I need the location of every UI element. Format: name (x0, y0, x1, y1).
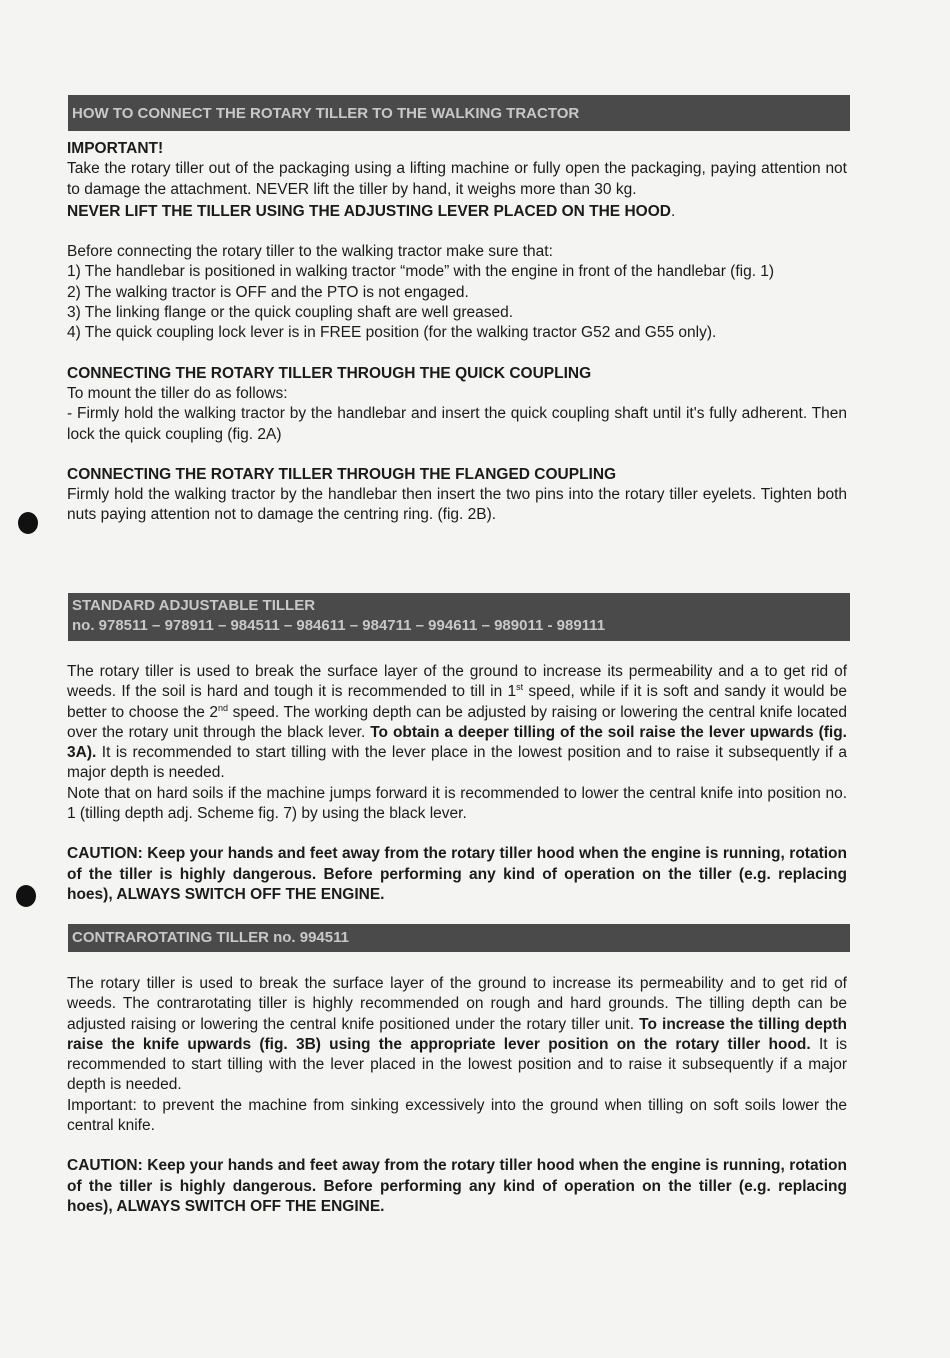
checklist-item: 1) The handlebar is positioned in walking tractor “mode” with the engine in front of the handlebar (fig. 1) (67, 263, 775, 281)
text-run: The rotary tiller is used to break the surface layer of the ground to increase its permeability and a to get rid of weeds. If the soil is hard and tough it is recommended to till in 1 (67, 663, 847, 701)
section-connect-body (67, 139, 847, 526)
text-run: It is recommended to start tilling with the lever placed in the lowest position and to raise it subsequently if a major depth is needed. (67, 1035, 847, 1094)
section-banner-standard-tiller (68, 593, 850, 641)
important-text: Take the rotary tiller out of the packaging using a lifting machine or fully open the packaging, paying attention not to damage the attachment. NEVER lift the tiller by hand, it weighs more than 30 kg. (67, 160, 847, 198)
spacer (67, 445, 847, 465)
never-lift-warning (67, 202, 847, 222)
bold-instruction: To obtain a deeper tilling of the soil raise the lever upwards (fig. 3A). (67, 723, 847, 762)
text-run: speed, while if it is soft and sandy it would be better to choose the 2 (67, 683, 847, 721)
banner-title: HOW TO CONNECT THE ROTARY TILLER TO THE WALKING TRACTOR (72, 105, 580, 122)
text-run: speed. The working depth can be adjusted by raising or lowering the central knife located over the rotary unit through the black lever. (67, 703, 848, 741)
never-lift-text: NEVER LIFT THE TILLER USING THE ADJUSTING LEVER PLACED ON THE HOOD (67, 202, 671, 220)
quick-coupling-heading: CONNECTING THE ROTARY TILLER THROUGH THE QUICK COUPLING (67, 364, 592, 382)
section-contrarotating-body (67, 974, 847, 1217)
contrarotating-important-note: Important: to prevent the machine from sinking excessively into the ground when tilling on soft soils lower the central knife. (67, 1096, 847, 1135)
caution-warning: CAUTION: Keep your hands and feet away from the rotary tiller hood when the engine is running, rotation of the tiller is highly dangerous. Before performing any kind of operation on the tiller (e.g. replacing hoes), ALWAYS SWITCH OFF THE ENGINE. (67, 845, 847, 903)
text-run: It is recommended to start tilling with the lever place in the lowest position and to raise it subsequently if a major depth is needed. (67, 744, 847, 782)
quick-coupling-text: - Firmly hold the walking tractor by the handlebar and insert the quick coupling shaft until it's fully adherent. Then lock the quick coupling (fig. 2A) (67, 405, 847, 443)
before-intro: Before connecting the rotary tiller to the walking tractor make sure that: (67, 243, 553, 261)
spacer (67, 344, 847, 364)
standard-tiller-description (67, 662, 847, 784)
spacer (67, 222, 847, 242)
punch-hole-bottom (16, 885, 36, 907)
banner-title: CONTRAROTATING TILLER no. 994511 (72, 929, 349, 946)
bold-instruction: To increase the tilling depth raise the knife upwards (fig. 3B) using the appropriate lever position on the rotary tiller hood. (67, 1015, 847, 1053)
never-lift-end: . (670, 202, 676, 220)
checklist-item: 4) The quick coupling lock lever is in FREE position (for the walking tractor G52 and G55 only). (67, 324, 717, 342)
ordinal-suffix: st (516, 682, 524, 693)
flanged-coupling-text: Firmly hold the walking tractor by the handlebar then insert the two pins into the rotary tiller eyelets. Tighten both nuts paying attention not to damage the centring ring. (fig. 2B). (67, 486, 847, 524)
section-banner-contrarotating-tiller (68, 924, 850, 952)
spacer (67, 1136, 847, 1156)
checklist-item: 2) The walking tractor is OFF and the PTO is not engaged. (67, 283, 469, 301)
standard-tiller-note: Note that on hard soils if the machine jumps forward it is recommended to lower the central knife into position no. 1 (tilling depth adj. Scheme fig. 7) by using the black lever. (67, 784, 847, 823)
flanged-coupling-heading: CONNECTING THE ROTARY TILLER THROUGH THE FLANGED COUPLING (67, 465, 617, 483)
banner-model-numbers: no. 978511 – 978911 – 984511 – 984611 – 984711 – 994611 – 989011 - 989111 (72, 617, 606, 634)
quick-coupling-intro: To mount the tiller do as follows: (67, 384, 288, 402)
ordinal-suffix: nd (218, 702, 229, 713)
section-banner-connect (68, 95, 850, 131)
text-run: The rotary tiller is used to break the surface layer of the ground to increase its permeability and to get rid of weeds. The contrarotating tiller is highly recommended on rough and hard grounds. The tilling depth can be adjusted raising or lowering the central knife positioned under the rotary tiller unit. (67, 975, 847, 1033)
caution-warning: CAUTION: Keep your hands and feet away from the rotary tiller hood when the engine is running, rotation of the tiller is highly dangerous. Before performing any kind of operation on the tiller (e.g. replacing hoes), ALWAYS SWITCH OFF THE ENGINE. (67, 1157, 847, 1215)
contrarotating-description (67, 974, 847, 1096)
checklist-item: 3) The linking flange or the quick coupling shaft are well greased. (67, 304, 514, 322)
spacer (67, 824, 847, 844)
punch-hole-top (18, 512, 38, 534)
section-standard-tiller-body (67, 662, 847, 905)
important-heading: IMPORTANT! (67, 140, 164, 157)
banner-title: STANDARD ADJUSTABLE TILLER (72, 597, 316, 614)
